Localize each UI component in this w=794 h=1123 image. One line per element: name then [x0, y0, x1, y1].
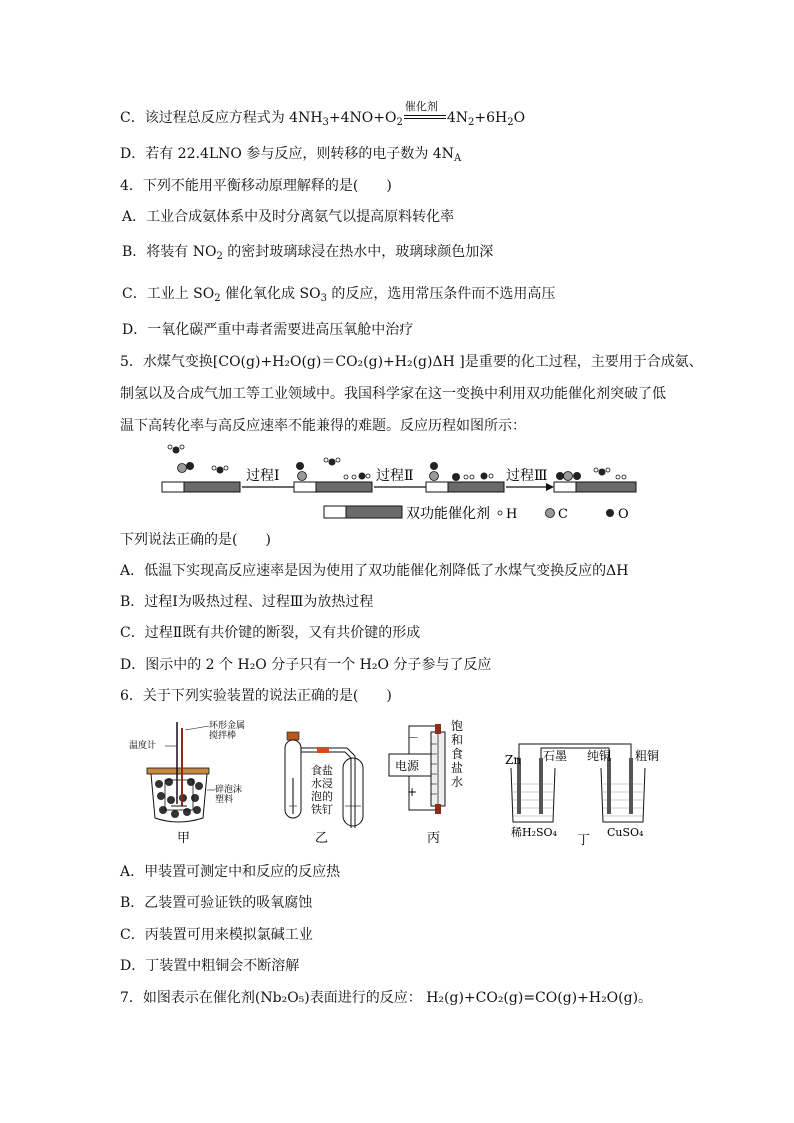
- ding-label: 丁: [577, 833, 591, 848]
- q5-option-a: A．低温下实现高反应速率是因为使用了双功能催化剂降低了水煤气变换反应的ΔH: [120, 563, 629, 579]
- q4-option-b-pre: B．将装有 NO: [122, 244, 217, 260]
- q3-option-c-prefix: C．该过程总反应方程式为: [120, 110, 290, 126]
- q4-option-b-post: 的密封玻璃球浸在热水中，玻璃球颜色加深: [222, 244, 494, 260]
- q3-eq-part: +6H: [474, 110, 508, 126]
- legend-catalyst: 双功能催化剂: [406, 506, 490, 522]
- q4-option-b: [122, 242, 493, 267]
- thermometer-label: 温度计: [129, 741, 157, 751]
- q3-eq-sub: 2: [468, 117, 475, 128]
- q3-eq-part: +4NO+O: [328, 110, 397, 126]
- stirrer-label: [209, 719, 245, 741]
- stirrer-text: 环形金属: [209, 721, 246, 731]
- yi-label: 乙: [315, 831, 329, 846]
- q3-eq-part: 4N: [446, 110, 469, 126]
- q5-line1: 5．水煤气变换[CO(g)+H₂O(g)＝CO₂(g)+H₂(g)ΔH ]是重要的化工过程，主要用于合成氨、: [120, 354, 703, 370]
- zn-label: Zn: [505, 753, 522, 767]
- q3-eq-sub: 2: [507, 117, 514, 128]
- q4-option-c-mid: 催化氧化成 SO: [220, 286, 321, 302]
- q5-question: 下列说法正确的是( ): [120, 532, 271, 548]
- brine-text-4: 盐: [451, 761, 464, 775]
- h2so4-label: 稀H₂SO₄: [511, 826, 557, 839]
- nail-text-2: 水浸: [311, 777, 333, 790]
- pure-cu-label: 纯铜: [587, 749, 612, 763]
- q6-option-b: B．乙装置可验证铁的吸氧腐蚀: [120, 895, 313, 911]
- plus-label: +: [407, 785, 418, 799]
- q5-option-b: B．过程Ⅰ为吸热过程、过程Ⅲ为放热过程: [120, 594, 374, 610]
- foam-text: 碎泡沫: [215, 785, 243, 795]
- power-label: 电源: [395, 759, 420, 773]
- q6-option-a: A．甲装置可测定中和反应的反应热: [120, 864, 341, 880]
- apparatus-yi: [285, 732, 363, 846]
- q3-double-line: [404, 115, 446, 119]
- nail-text: 食盐: [311, 764, 333, 777]
- apparatus-bing: [389, 718, 463, 846]
- q5-line3: 温下高转化率与高反应速率不能兼得的难题。反应历程如图所示：: [120, 418, 526, 434]
- jia-label: 甲: [177, 831, 191, 846]
- q4-option-c-sub: 3: [320, 293, 327, 304]
- foam-text-2: 塑料: [215, 795, 234, 805]
- q3-catalyst-label: 催化剂: [404, 100, 438, 113]
- step2-label: 过程Ⅱ: [376, 468, 414, 484]
- q4-stem: 4．下列不能用平衡移动原理解释的是( ): [120, 178, 392, 194]
- q3-option-c: [120, 100, 526, 133]
- q6-stem: 6．关于下列实验装置的说法正确的是( ): [120, 688, 392, 704]
- q3-eq-sub: 2: [396, 117, 403, 128]
- brine-text-3: 食: [451, 747, 464, 761]
- q5-option-c: C．过程Ⅱ既有共价键的断裂，又有共价键的形成: [120, 625, 421, 641]
- q5-reaction-diagram: [150, 440, 650, 526]
- foam-label: [215, 783, 242, 805]
- q3-eq-part: 4NH: [289, 110, 323, 126]
- nail-text-4: 铁钉: [311, 803, 333, 816]
- q5-option-d: D．图示中的 2 个 H₂O 分子只有一个 H₂O 分子参与了反应: [120, 657, 492, 673]
- q4-option-c-post: 的反应，选用常压条件而不选用高压: [326, 286, 556, 302]
- brine-label: [451, 718, 463, 789]
- q4-option-b-sub: 2: [216, 251, 223, 262]
- q4-option-c-sub: 2: [214, 293, 221, 304]
- q6-option-d: D．丁装置中粗铜会不断溶解: [120, 958, 300, 974]
- brine-text: 饱: [451, 719, 464, 733]
- q3-option-d-text: D．若有 22.4LNO 参与反应，则转移的电子数为 4N: [120, 146, 454, 162]
- cuso4-label: CuSO₄: [607, 826, 644, 839]
- q7-stem: 7．如图表示在催化剂(Nb₂O₅)表面进行的反应： H₂(g)+CO₂(g)=CO(g)+H₂O(g)。: [120, 990, 653, 1006]
- apparatus-ding: [505, 744, 659, 848]
- q5-line2: 制氢以及合成气加工等工业领域中。我国科学家在这一变换中利用双功能催化剂突破了低: [120, 386, 666, 402]
- graphite-label: 石墨: [543, 749, 568, 763]
- q3-catalyst-arrow: [403, 100, 447, 128]
- nail-label: [311, 763, 333, 816]
- q3-eq-part: O: [513, 110, 526, 126]
- q3-option-d-sub: A: [453, 153, 462, 164]
- q3-option-d: [120, 144, 461, 169]
- minus-label: －: [407, 731, 420, 745]
- legend-o: O: [618, 507, 629, 522]
- step1-label: 过程Ⅰ: [246, 468, 280, 484]
- bing-label: 丙: [427, 831, 441, 846]
- stirrer-text-2: 搅拌棒: [209, 731, 237, 741]
- step3-label: 过程Ⅲ: [506, 468, 548, 484]
- brine-text-2: 和: [451, 733, 464, 747]
- q4-option-a: A．工业合成氨体系中及时分离氨气以提高原料转化率: [122, 209, 455, 225]
- q6-apparatus-diagram: [125, 718, 665, 848]
- apparatus-jia: [129, 719, 245, 846]
- q6-option-c: C．丙装置可用来模拟氯碱工业: [120, 927, 313, 943]
- q4-option-c-pre: C．工业上 SO: [122, 286, 215, 302]
- legend-h: H: [506, 507, 518, 522]
- nail-text-3: 泡的: [311, 790, 333, 803]
- brine-text-5: 水: [451, 775, 464, 789]
- q3-eq-sub: 3: [322, 117, 329, 128]
- crude-cu-label: 粗铜: [635, 749, 660, 763]
- q4-option-d: D．一氧化碳严重中毒者需要进高压氧舱中治疗: [122, 322, 414, 338]
- q4-option-c: [122, 284, 555, 309]
- legend-c: C: [558, 507, 568, 522]
